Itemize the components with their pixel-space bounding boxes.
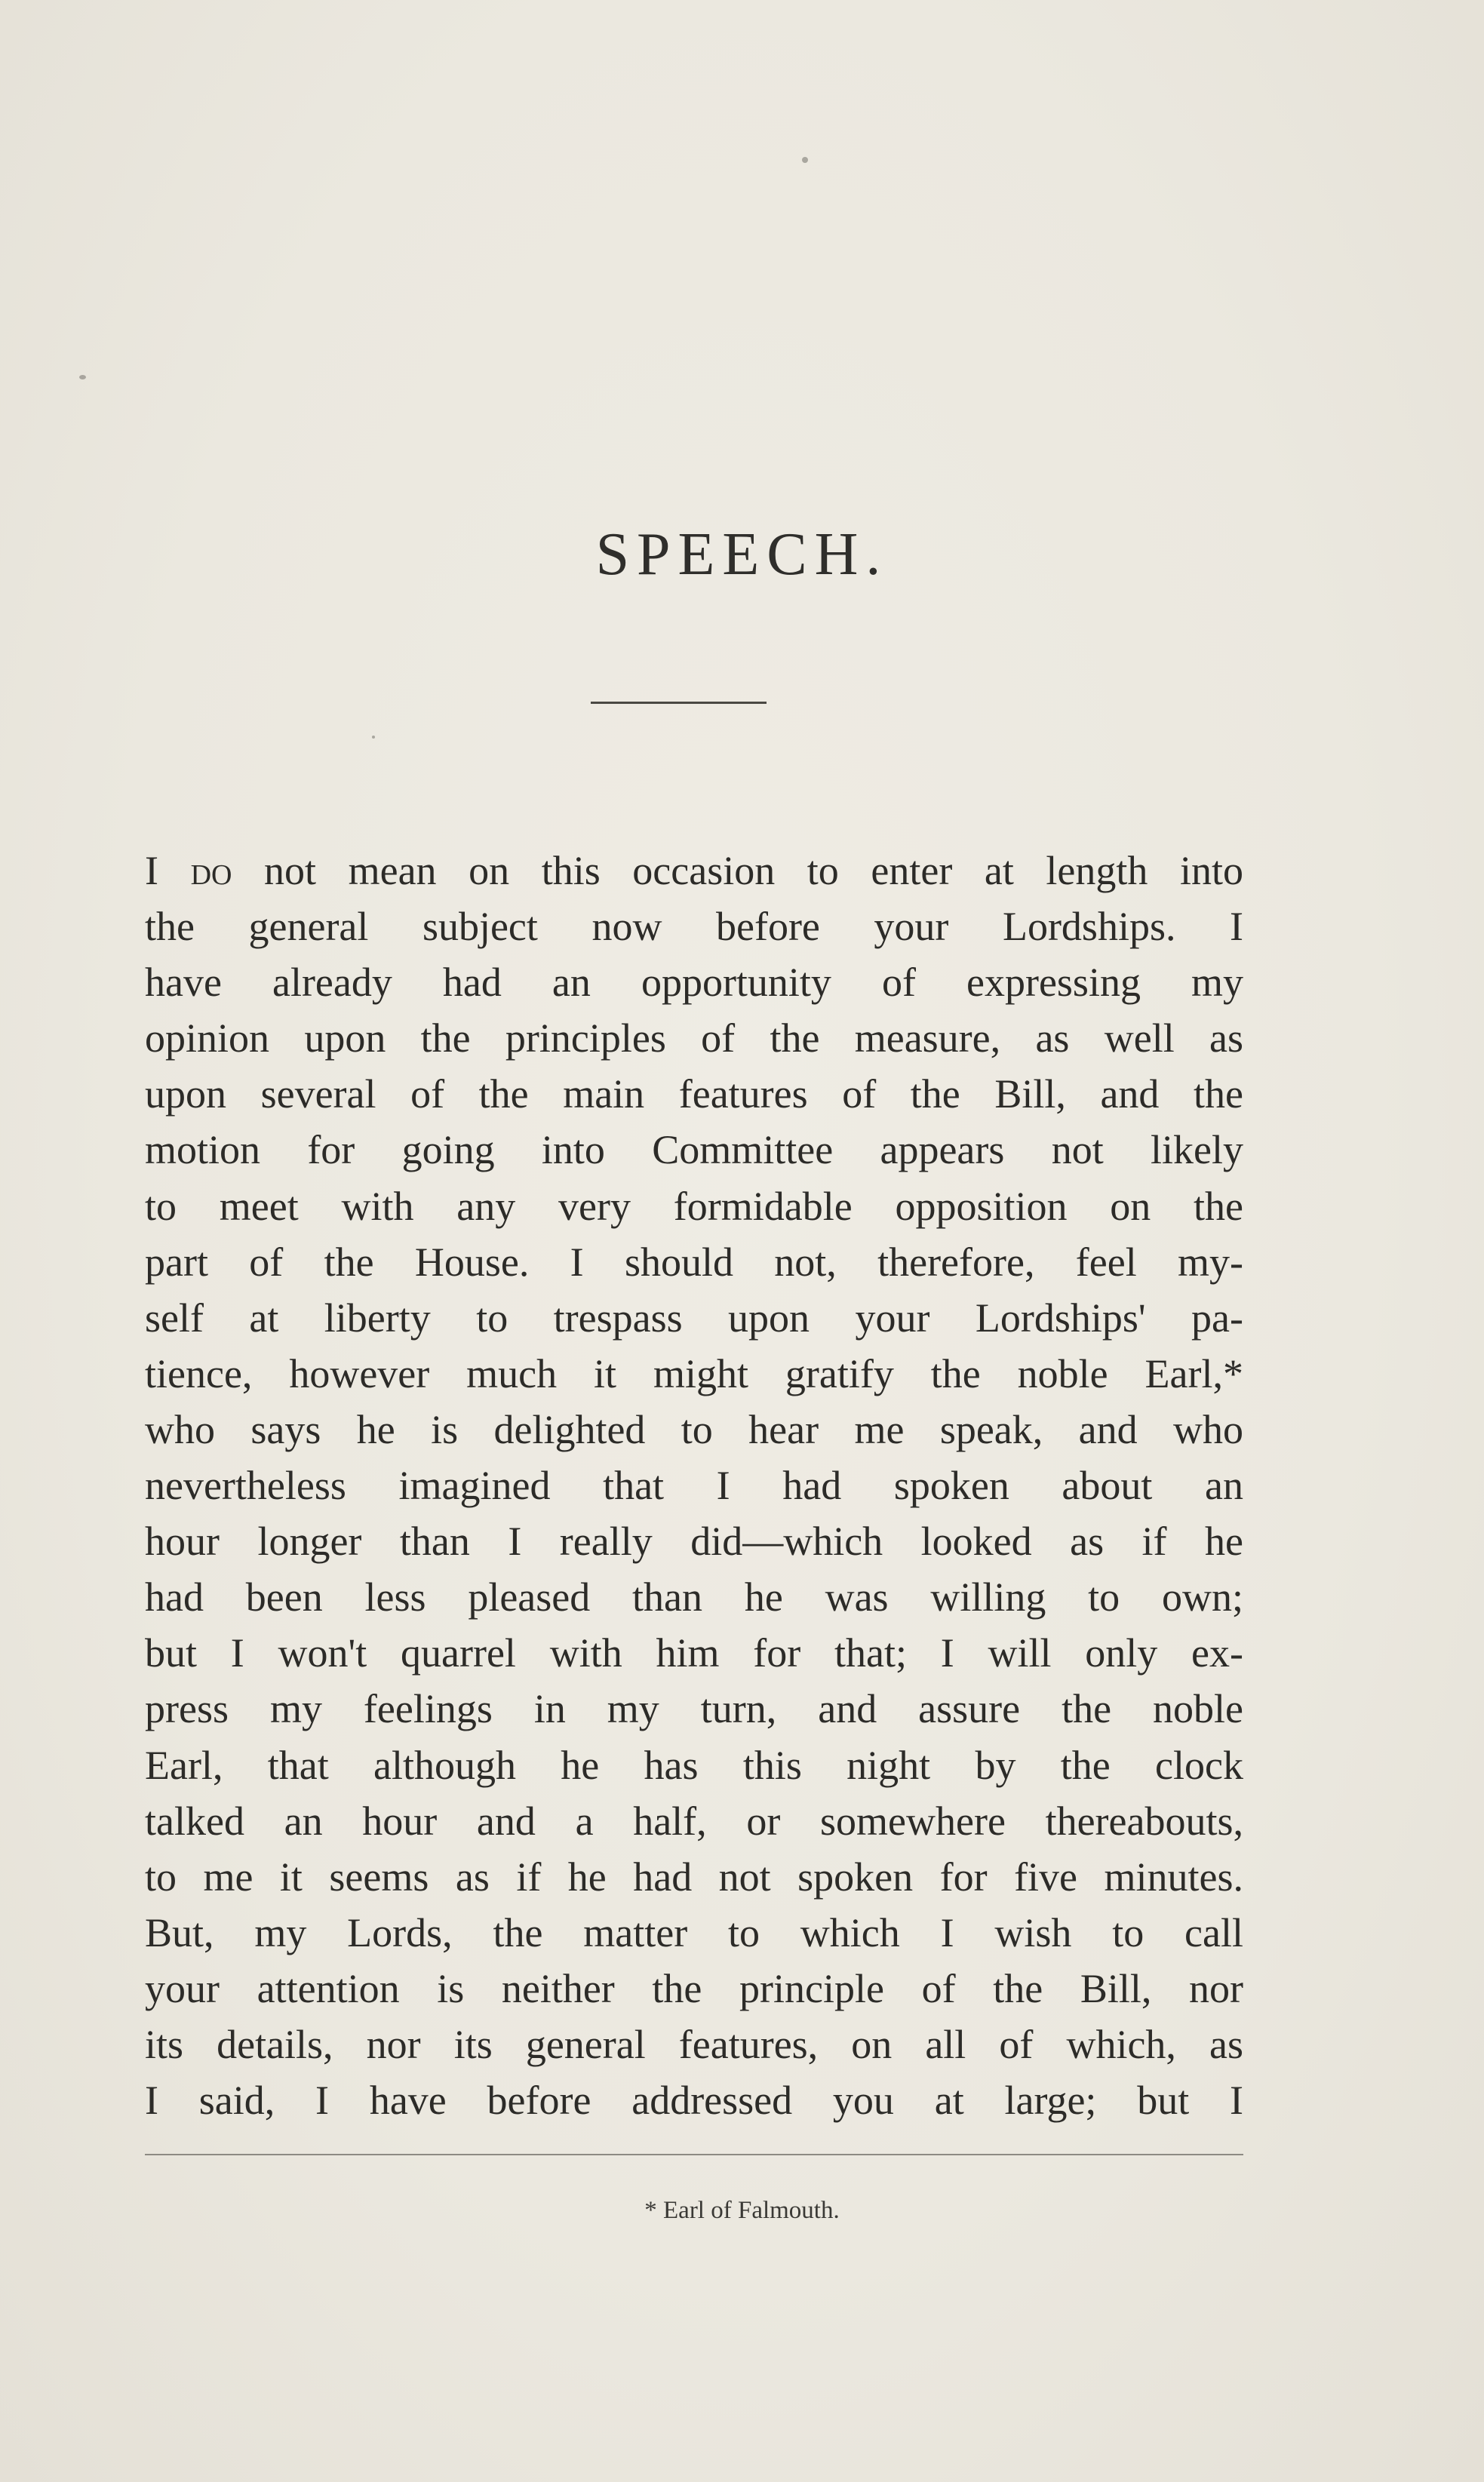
text-line: opinion upon the principles of the measure, as well as xyxy=(145,1015,1243,1061)
text-line: to me it seems as if he had not spoken for five minutes. xyxy=(145,1854,1243,1900)
text-line: its details, nor its general features, on all of which, as xyxy=(145,2021,1243,2067)
text-line: hour longer than I really did—which looked as if he xyxy=(145,1519,1243,1565)
text-line: But, my Lords, the matter to which I wish to call xyxy=(145,1909,1243,1955)
text-line: self at liberty to trespass upon your Lordships' pa- xyxy=(145,1295,1243,1341)
line-1-rest: not mean on this occasion to enter at length into xyxy=(232,848,1243,893)
ink-speck xyxy=(79,375,86,379)
opening-initial: I xyxy=(145,848,158,893)
footnote: * Earl of Falmouth. xyxy=(644,2197,840,2224)
text-line: your attention is neither the principle of the Bill, nor xyxy=(145,1965,1243,2011)
text-line: tience, however much it might gratify the noble Earl,* xyxy=(145,1350,1243,1396)
text-line: talked an hour and a half, or somewhere thereabouts, xyxy=(145,1798,1243,1844)
text-line: who says he is delighted to hear me speak, and who xyxy=(145,1406,1243,1452)
text-line: but I won't quarrel with him for that; I will only ex- xyxy=(145,1630,1243,1676)
text-line: to meet with any very formidable opposition on the xyxy=(145,1183,1243,1229)
text-line xyxy=(145,843,1243,898)
ink-speck xyxy=(372,736,375,739)
text-line: the general subject now before your Lordships. I xyxy=(145,904,1243,950)
text-line: nevertheless imagined that I had spoken about an xyxy=(145,1463,1243,1509)
text-line: press my feelings in my turn, and assure the noble xyxy=(145,1686,1243,1732)
page-title: SPEECH. xyxy=(595,521,889,588)
footnote-divider xyxy=(145,2154,1243,2155)
opening-small-caps: do xyxy=(190,848,232,893)
text-line: had been less pleased than he was willing to own; xyxy=(145,1574,1243,1620)
ink-speck xyxy=(802,157,808,163)
text-line: upon several of the main features of the Bill, and the xyxy=(145,1071,1243,1117)
speech-body xyxy=(145,843,1243,2128)
text-line: part of the House. I should not, therefore, feel my- xyxy=(145,1239,1243,1285)
text-line: have already had an opportunity of expressing my xyxy=(145,960,1243,1006)
title-divider xyxy=(591,702,767,704)
text-line: I said, I have before addressed you at large; but I xyxy=(145,2078,1243,2124)
text-line: Earl, that although he has this night by the clock xyxy=(145,1742,1243,1788)
text-line: motion for going into Committee appears not likely xyxy=(145,1127,1243,1173)
